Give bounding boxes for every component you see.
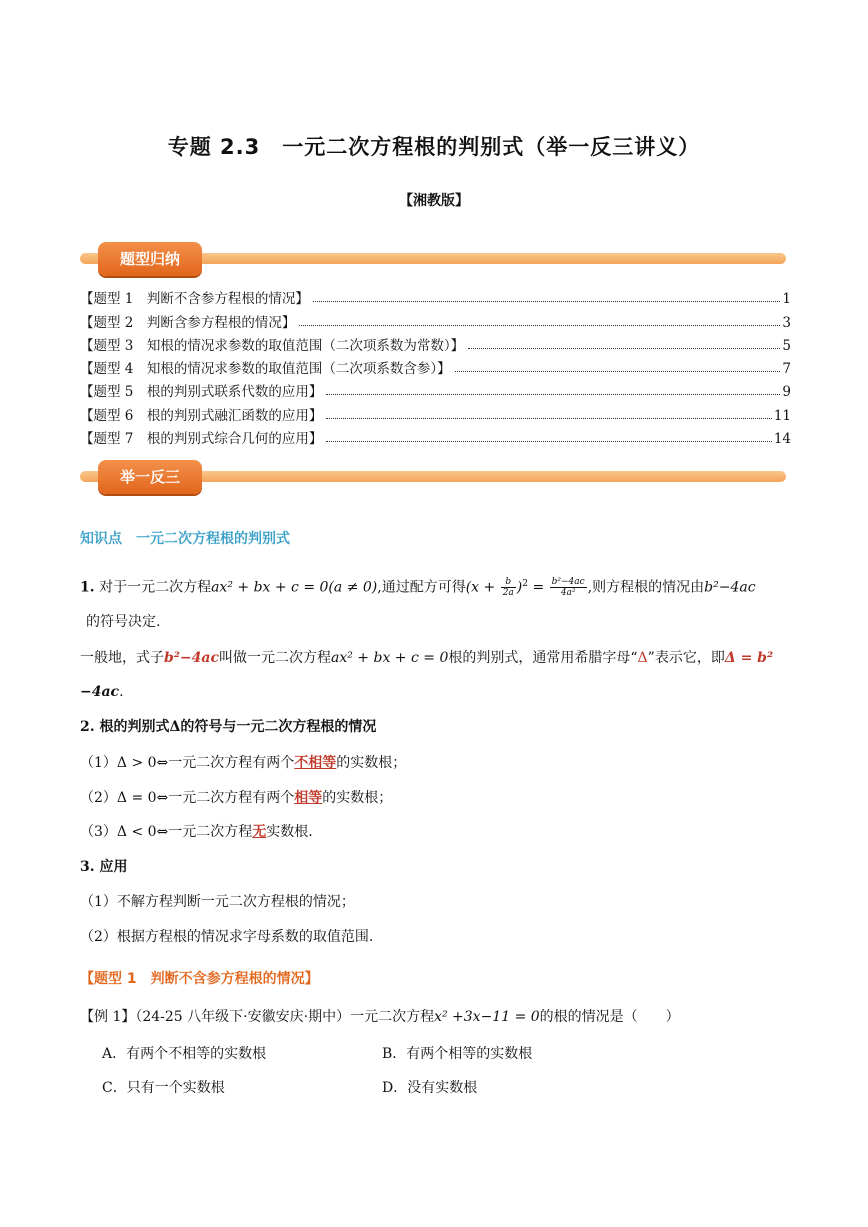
text: （3）Δ < 0⇔一元二次方程 bbox=[80, 824, 253, 840]
toc-entry[interactable] bbox=[80, 377, 791, 400]
toc-leader-dots bbox=[326, 418, 771, 419]
condition-2 bbox=[80, 788, 792, 808]
text: ”表示它，即 bbox=[647, 650, 725, 666]
paragraph-1-cont: 的符号决定. bbox=[86, 614, 161, 630]
denominator: 2a bbox=[502, 588, 514, 599]
exponent: 2 bbox=[522, 579, 528, 589]
equation: ax² + bx + c = 0(a ≠ 0) bbox=[211, 579, 378, 596]
example-label: 【例 1】 bbox=[80, 1009, 136, 1025]
text: ,通过配方可得 bbox=[377, 579, 466, 596]
toc-entry-label: 【题型 5 根的判别式联系代数的应用】 bbox=[80, 384, 323, 401]
text: （2）Δ = 0⇔一元二次方程有两个 bbox=[80, 790, 295, 806]
highlight: −4ac bbox=[80, 684, 120, 700]
toc-page-number: 5 bbox=[782, 337, 791, 354]
edition-label: 【湘教版】 bbox=[399, 193, 469, 209]
toc-page-number: 3 bbox=[782, 314, 791, 331]
section-heading: 【题型 1 判断不含参方程根的情况】 bbox=[80, 971, 319, 987]
option-a[interactable]: A．有两个不相等的实数根 bbox=[102, 1046, 267, 1062]
text: 的根的情况是（ ） bbox=[539, 1009, 680, 1025]
fraction bbox=[501, 577, 516, 598]
paragraph-2 bbox=[80, 648, 792, 668]
toc-entry-label: 【题型 2 判断含参方程根的情况】 bbox=[80, 314, 296, 331]
toc-leader-dots bbox=[455, 371, 781, 372]
toc-entry[interactable] bbox=[80, 400, 791, 423]
equation: b²−4ac bbox=[704, 579, 756, 596]
equation: (x + bbox=[465, 579, 500, 596]
numerator: b²−4ac bbox=[551, 577, 585, 588]
condition-3 bbox=[80, 822, 792, 842]
toc-entry[interactable] bbox=[80, 424, 791, 447]
knowledge-point-heading: 知识点 一元二次方程根的判别式 bbox=[80, 531, 290, 547]
application-1: （1）不解方程判断一元二次方程根的情况； bbox=[80, 894, 355, 910]
equals-sign: = bbox=[528, 579, 549, 596]
banner-tag: 题型归纳 bbox=[98, 242, 202, 276]
practice-banner bbox=[80, 458, 786, 498]
text: （24-25 八年级下·安徽安庆·期中）一元二次方程 bbox=[135, 1009, 435, 1025]
text: 的实数根； bbox=[336, 755, 407, 771]
underlined-keyword: 不相等 bbox=[294, 755, 337, 771]
toc-page-number: 9 bbox=[782, 384, 791, 401]
text: 实数根. bbox=[266, 824, 313, 840]
toc-leader-dots bbox=[299, 325, 780, 326]
toc-leader-dots bbox=[313, 301, 781, 302]
highlight: b²−4ac bbox=[164, 650, 219, 666]
toc-entry-label: 【题型 3 知根的情况求参数的取值范围（二次项系数为常数）】 bbox=[80, 337, 465, 354]
toc-page-number: 1 bbox=[782, 291, 791, 308]
toc-leader-dots bbox=[326, 441, 771, 442]
toc-entry[interactable] bbox=[80, 307, 791, 330]
toc-leader-dots bbox=[468, 348, 780, 349]
denominator: 4a² bbox=[560, 588, 576, 599]
toc-banner bbox=[80, 240, 786, 280]
item-number: 1. bbox=[80, 579, 95, 596]
option-d[interactable]: D．没有实数根 bbox=[382, 1080, 478, 1096]
toc-entry-label: 【题型 1 判断不含参方程根的情况】 bbox=[80, 291, 309, 308]
equation: ax² + bx + c = 0 bbox=[331, 650, 449, 666]
toc-entry[interactable] bbox=[80, 331, 791, 354]
toc-entry-label: 【题型 7 根的判别式综合几何的应用】 bbox=[80, 431, 323, 448]
text: 一般地，式子 bbox=[80, 650, 164, 666]
option-b[interactable]: B．有两个相等的实数根 bbox=[382, 1046, 533, 1062]
equation: ) bbox=[516, 579, 523, 596]
paragraph-1 bbox=[80, 574, 792, 598]
underlined-keyword: 相等 bbox=[294, 790, 323, 806]
fraction bbox=[550, 577, 587, 598]
text: 叫做一元二次方程 bbox=[219, 650, 331, 666]
equation: x² +3x−11 = 0 bbox=[434, 1009, 540, 1025]
text: ,则方程根的情况由 bbox=[587, 579, 705, 596]
toc-entry-label: 【题型 6 根的判别式融汇函数的应用】 bbox=[80, 407, 323, 424]
toc-entry[interactable] bbox=[80, 284, 791, 307]
text: 根的判别式，通常用希腊字母“ bbox=[448, 650, 638, 666]
text: 的实数根； bbox=[322, 790, 393, 806]
toc-entry[interactable] bbox=[80, 354, 791, 377]
condition-1 bbox=[80, 753, 792, 773]
text: 对于一元二次方程 bbox=[94, 579, 212, 596]
subheading-3: 3. 应用 bbox=[80, 859, 128, 875]
toc-entry-label: 【题型 4 知根的情况求参数的取值范围（二次项系数含参）】 bbox=[80, 361, 451, 378]
numerator: b bbox=[501, 577, 516, 588]
subheading-2: 2. 根的判别式Δ的符号与一元二次方程根的情况 bbox=[80, 719, 377, 735]
underlined-keyword: 无 bbox=[252, 824, 267, 840]
table-of-contents bbox=[80, 284, 791, 447]
delta-symbol: Δ bbox=[637, 650, 648, 666]
toc-page-number: 14 bbox=[773, 431, 791, 448]
banner-tag: 举一反三 bbox=[98, 460, 202, 494]
text: . bbox=[119, 684, 124, 700]
page-title: 专题 2.3 一元二次方程根的判别式（举一反三讲义） bbox=[167, 135, 701, 159]
toc-leader-dots bbox=[326, 394, 780, 395]
option-c[interactable]: C．只有一个实数根 bbox=[102, 1080, 225, 1096]
highlight: Δ = b² bbox=[724, 650, 774, 666]
toc-page-number: 7 bbox=[782, 361, 791, 378]
paragraph-2-cont bbox=[80, 682, 792, 702]
toc-page-number: 11 bbox=[773, 407, 791, 424]
text: （1）Δ > 0⇔一元二次方程有两个 bbox=[80, 755, 295, 771]
example-question bbox=[80, 1007, 792, 1027]
application-2: （2）根据方程根的情况求字母系数的取值范围. bbox=[80, 929, 374, 945]
